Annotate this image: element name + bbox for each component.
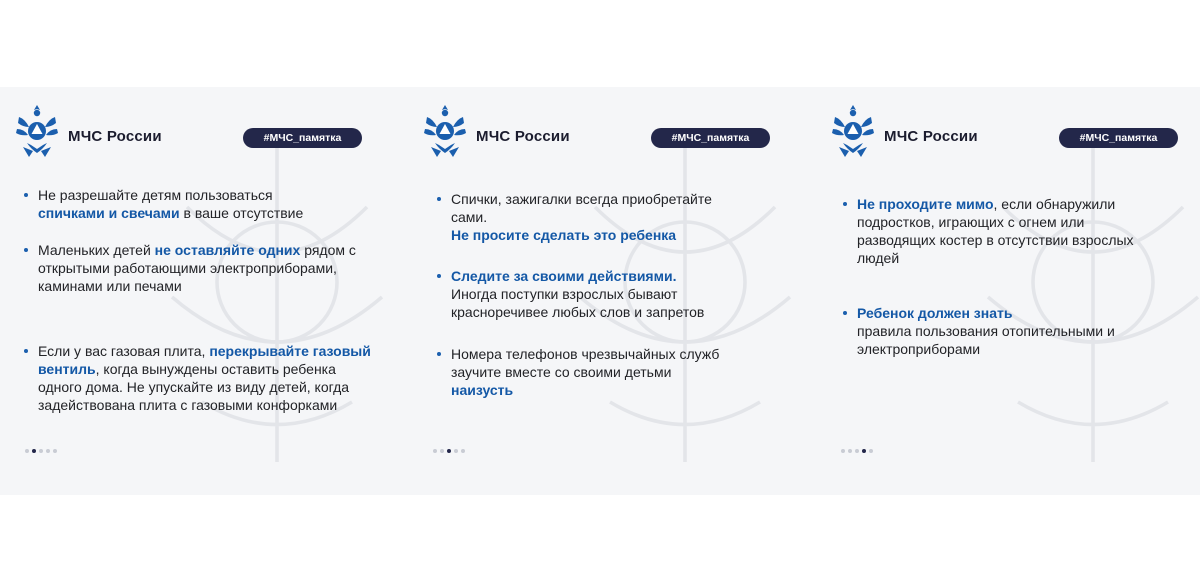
list-item: Спички, зажигалки всегда приобретайте сами. Не просите сделать это ребенка xyxy=(451,190,751,244)
list-item: Следите за своими действиями. Иногда поступки взрослых бывают красноречивее любых слов и запретов xyxy=(451,267,751,321)
brand-name: МЧС России xyxy=(884,128,978,145)
page-dot[interactable] xyxy=(53,449,57,453)
page-dot[interactable] xyxy=(46,449,50,453)
list-item: Номера телефонов чрезвычайных служб заучите вместе со своими детьми наизусть xyxy=(451,346,720,398)
brand-name: МЧС России xyxy=(68,128,162,145)
page-dot[interactable] xyxy=(869,449,873,453)
page-dot[interactable] xyxy=(454,449,458,453)
hashtag-badge[interactable]: #МЧС_памятка xyxy=(1059,128,1178,148)
list-item: Не разрешайте детям пользоваться спичками и свечами в ваше отсутствие xyxy=(38,186,378,222)
hashtag-badge[interactable]: #МЧС_памятка xyxy=(243,128,362,148)
list-item: Не проходите мимо, если обнаружили подростков, играющих с огнем или разводящих костер в отсутствии взрослых людей xyxy=(857,195,1157,267)
page-dot-active[interactable] xyxy=(32,449,36,453)
page-dot[interactable] xyxy=(39,449,43,453)
emblem-watermark-icon xyxy=(943,107,1200,487)
mchs-emblem-icon xyxy=(15,103,59,159)
list-item: Если у вас газовая плита, перекрывайте газовый вентиль, когда вынуждены оставить ребенка одного дома. Не упускайте из виду детей, когда задействована плита с газовыми конфорками xyxy=(38,342,378,414)
hashtag-badge[interactable]: #МЧС_памятка xyxy=(651,128,770,148)
page-dot[interactable] xyxy=(461,449,465,453)
memo-card-3[interactable] xyxy=(816,87,1200,495)
page-dot[interactable] xyxy=(848,449,852,453)
memo-card-2[interactable] xyxy=(408,87,805,495)
page-dot-active[interactable] xyxy=(862,449,866,453)
page-dot[interactable] xyxy=(440,449,444,453)
list-item: Маленьких детей не оставляйте одних рядом с открытыми работающими электроприборами, каминами или печами xyxy=(38,241,378,295)
brand-name: МЧС России xyxy=(476,128,570,145)
pagination-dots[interactable] xyxy=(433,449,465,453)
list-item: Ребенок должен знать правила пользования отопительными и электроприборами xyxy=(857,304,1157,358)
pagination-dots[interactable] xyxy=(25,449,57,453)
page-dot-active[interactable] xyxy=(447,449,451,453)
mchs-emblem-icon xyxy=(423,103,467,159)
emblem-watermark-icon xyxy=(127,107,397,487)
memo-card-1[interactable] xyxy=(0,87,397,495)
page-dot[interactable] xyxy=(25,449,29,453)
mchs-emblem-icon xyxy=(831,103,875,159)
page-dot[interactable] xyxy=(855,449,859,453)
pagination-dots[interactable] xyxy=(841,449,873,453)
page-dot[interactable] xyxy=(841,449,845,453)
page-dot[interactable] xyxy=(433,449,437,453)
